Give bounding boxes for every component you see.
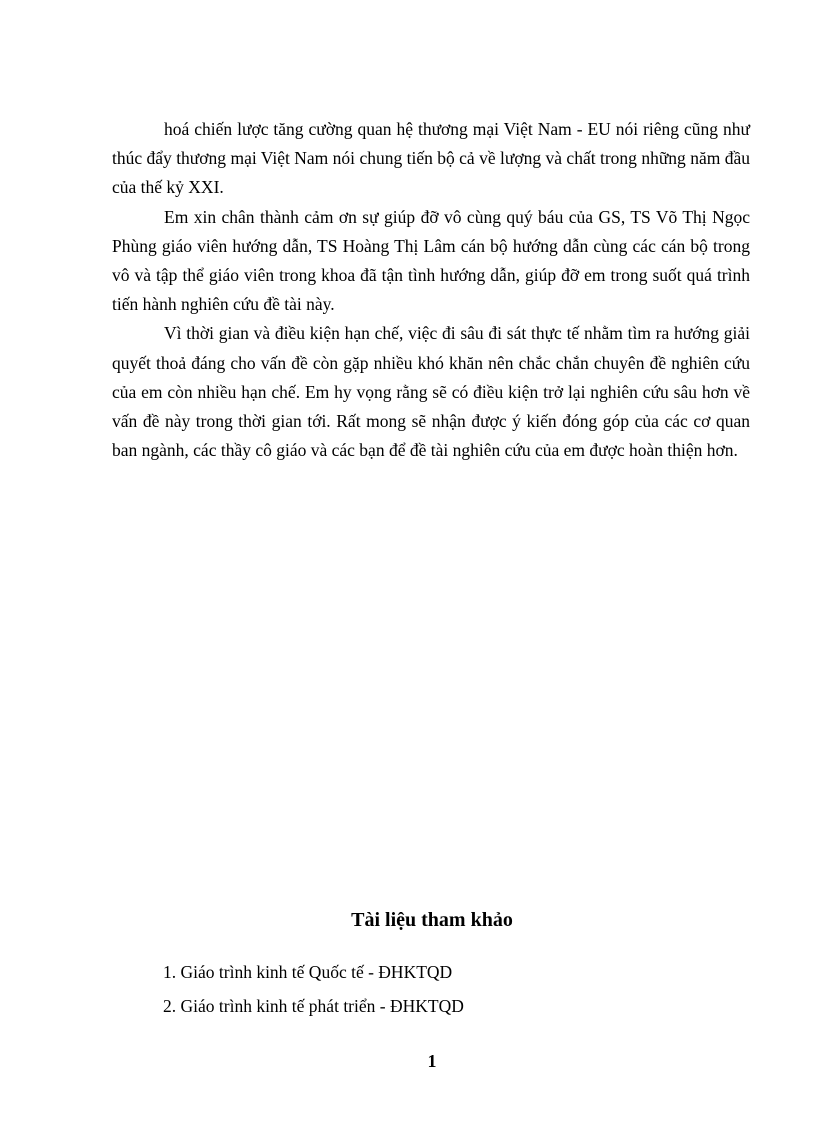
reference-item: 2. Giáo trình kinh tế phát triển - ĐHKTQD bbox=[163, 996, 464, 1016]
paragraph-acknowledgement: Em xin chân thành cảm ơn sự giúp đỡ vô cùng quý báu của GS, TS Võ Thị Ngọc Phùng giáo viên hướng dẫn, TS Hoàng Thị Lâm cán bộ hướng dẫn cùng các cán bộ trong vô và tập thể giáo viên trong khoa đã tận tình hướng dẫn, giúp đỡ em trong suốt quá trình tiến hành nghiên cứu đề tài này. bbox=[112, 206, 750, 315]
page-number: 1 bbox=[427, 1051, 437, 1071]
references-heading: Tài liệu tham khảo bbox=[351, 909, 513, 931]
body-text bbox=[112, 115, 750, 465]
paragraph-conclusion: hoá chiến lược tăng cường quan hệ thương mại Việt Nam - EU nói riêng cũng như thúc đẩy thương mại Việt Nam nói chung tiến bộ cả về lượng và chất trong những năm đầu của thế kỷ XXI. bbox=[112, 119, 750, 198]
reference-item: 1. Giáo trình kinh tế Quốc tế - ĐHKTQD bbox=[163, 962, 453, 982]
paragraph-limitations: Vì thời gian và điều kiện hạn chế, việc đi sâu đi sát thực tế nhằm tìm ra hướng giải quyết thoả đáng cho vấn đề còn gặp nhiều khó khăn nên chắc chắn chuyên đề nghiên cứu của em còn nhiều hạn chế. Em hy vọng rằng sẽ có điều kiện trở lại nghiên cứu sâu hơn về vấn đề này trong thời gian tới. Rất mong sẽ nhận được ý kiến đóng góp của các cơ quan ban ngành, các thầy cô giáo và các bạn để đề tài nghiên cứu của em được hoàn thiện hơn. bbox=[112, 323, 750, 461]
references-list bbox=[163, 955, 723, 1023]
